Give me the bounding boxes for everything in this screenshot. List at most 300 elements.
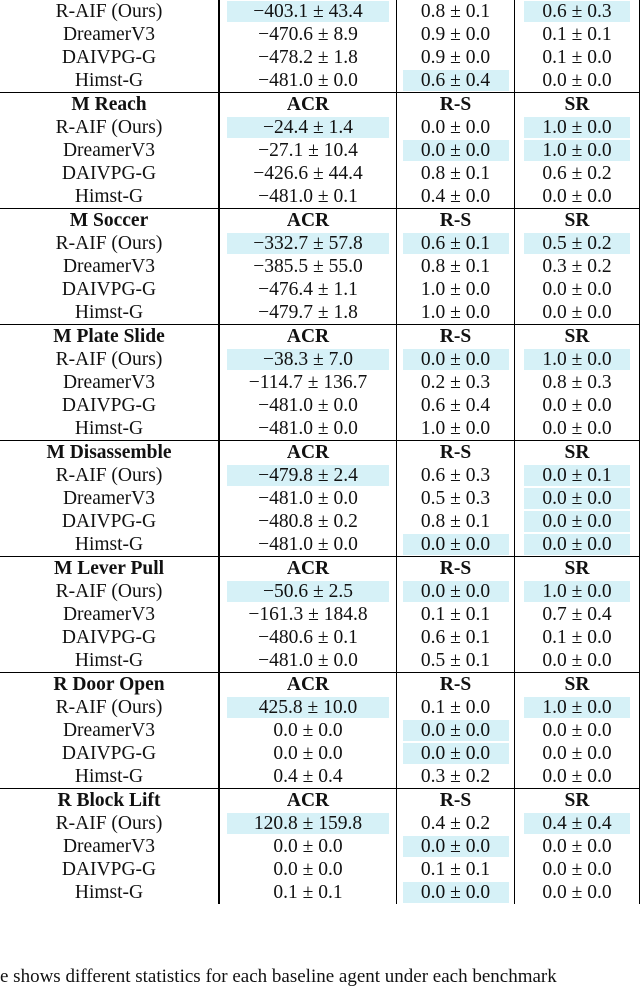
sr-cell: 1.0 ± 0.0 <box>524 581 630 603</box>
acr-cell-container <box>219 765 397 788</box>
environment-header-row <box>0 672 640 696</box>
table-row <box>0 626 640 649</box>
rs-cell-container <box>397 371 515 394</box>
agent-name-container <box>0 510 219 533</box>
acr-cell-container <box>219 0 397 23</box>
agent-name-container <box>0 162 219 185</box>
sr-cell-container <box>515 185 640 208</box>
agent-name-container <box>0 46 219 69</box>
agent-name: DreamerV3 <box>62 835 156 857</box>
environment-name-container <box>0 324 219 348</box>
sr-cell-container <box>515 533 640 556</box>
sr-cell: 0.0 ± 0.0 <box>542 835 612 857</box>
sr-column-header-container <box>515 440 640 464</box>
rs-cell-container <box>397 626 515 649</box>
agent-name-container <box>0 232 219 255</box>
rs-cell-container <box>397 278 515 301</box>
sr-cell: 1.0 ± 0.0 <box>524 349 630 371</box>
rs-column-header: R-S <box>439 209 472 231</box>
sr-cell: 0.0 ± 0.0 <box>542 301 612 323</box>
sr-cell: 0.1 ± 0.1 <box>542 23 612 45</box>
rs-cell: 0.0 ± 0.0 <box>403 581 509 603</box>
agent-name: R-AIF (Ours) <box>55 0 163 22</box>
rs-cell-container <box>397 46 515 69</box>
sr-column-header-container <box>515 556 640 580</box>
rs-cell-container <box>397 162 515 185</box>
environment-name: M Soccer <box>69 209 149 231</box>
sr-cell: 0.8 ± 0.3 <box>542 371 612 393</box>
sr-column-header: SR <box>564 93 590 115</box>
rs-cell: 0.6 ± 0.4 <box>420 394 491 416</box>
sr-column-header-container <box>515 92 640 116</box>
table-row <box>0 69 640 92</box>
agent-name-container <box>0 417 219 440</box>
acr-column-header: ACR <box>286 209 330 231</box>
sr-column-header-container <box>515 672 640 696</box>
environment-name-container <box>0 208 219 232</box>
agent-name: DAIVPG-G <box>61 510 157 532</box>
table-row <box>0 394 640 417</box>
rs-cell-container <box>397 69 515 92</box>
acr-cell: −481.0 ± 0.0 <box>258 649 358 671</box>
acr-cell: 0.0 ± 0.0 <box>273 719 343 741</box>
table-row <box>0 533 640 556</box>
agent-name: DAIVPG-G <box>61 394 157 416</box>
rs-cell-container <box>397 696 515 719</box>
rs-cell: 0.0 ± 0.0 <box>420 116 491 138</box>
acr-cell-container <box>219 835 397 858</box>
agent-name: DreamerV3 <box>62 139 156 161</box>
sr-column-header-container <box>515 208 640 232</box>
agent-name: DreamerV3 <box>62 603 156 625</box>
sr-cell-container <box>515 301 640 324</box>
table-row <box>0 649 640 672</box>
table-row <box>0 881 640 904</box>
rs-column-header: R-S <box>439 557 472 579</box>
sr-cell-container <box>515 881 640 904</box>
agent-name-container <box>0 742 219 765</box>
agent-name: DreamerV3 <box>62 719 156 741</box>
acr-cell: 0.0 ± 0.0 <box>273 742 343 764</box>
acr-cell: −481.0 ± 0.0 <box>258 69 358 91</box>
rs-cell-container <box>397 185 515 208</box>
environment-name-container <box>0 672 219 696</box>
acr-column-header: ACR <box>286 441 330 463</box>
rs-cell: 0.6 ± 0.1 <box>420 626 491 648</box>
agent-name-container <box>0 649 219 672</box>
sr-column-header: SR <box>564 209 590 231</box>
agent-name-container <box>0 185 219 208</box>
sr-cell: 0.0 ± 0.0 <box>542 417 612 439</box>
acr-cell-container <box>219 510 397 533</box>
rs-cell: 0.0 ± 0.0 <box>403 743 509 765</box>
agent-name: Himst-G <box>74 69 144 91</box>
agent-name: Himst-G <box>74 881 144 903</box>
acr-cell-container <box>219 69 397 92</box>
acr-cell: −332.7 ± 57.8 <box>227 233 389 255</box>
rs-cell: 0.0 ± 0.0 <box>403 534 509 556</box>
sr-cell-container <box>515 278 640 301</box>
agent-name-container <box>0 371 219 394</box>
agent-name-container <box>0 23 219 46</box>
sr-cell: 0.0 ± 0.0 <box>542 742 612 764</box>
environment-name: M Plate Slide <box>53 325 165 347</box>
acr-cell-container <box>219 301 397 324</box>
sr-cell: 0.4 ± 0.4 <box>524 813 630 835</box>
agent-name: DAIVPG-G <box>61 278 157 300</box>
rs-column-header-container <box>397 440 515 464</box>
sr-cell-container <box>515 46 640 69</box>
rs-cell: 0.5 ± 0.1 <box>420 649 491 671</box>
acr-cell-container <box>219 649 397 672</box>
table-row <box>0 185 640 208</box>
rs-cell: 0.8 ± 0.1 <box>420 510 491 532</box>
agent-name: Himst-G <box>74 533 144 555</box>
acr-cell-container <box>219 255 397 278</box>
acr-cell-container <box>219 464 397 487</box>
table-row <box>0 46 640 69</box>
rs-cell-container <box>397 603 515 626</box>
agent-name: R-AIF (Ours) <box>55 812 163 834</box>
rs-cell: 0.9 ± 0.0 <box>420 46 491 68</box>
sr-cell-container <box>515 69 640 92</box>
acr-column-header-container <box>219 556 397 580</box>
table-row <box>0 278 640 301</box>
acr-cell: −476.4 ± 1.1 <box>258 278 358 300</box>
agent-name-container <box>0 696 219 719</box>
rs-cell-container <box>397 139 515 162</box>
agent-name-container <box>0 301 219 324</box>
rs-cell: 0.1 ± 0.1 <box>420 858 491 880</box>
sr-cell: 0.0 ± 0.0 <box>542 185 612 207</box>
sr-cell-container <box>515 255 640 278</box>
rs-cell: 0.3 ± 0.2 <box>420 765 491 787</box>
acr-cell-container <box>219 232 397 255</box>
table-row <box>0 858 640 881</box>
environment-name-container <box>0 92 219 116</box>
acr-column-header: ACR <box>286 93 330 115</box>
agent-name-container <box>0 0 219 23</box>
table-row <box>0 348 640 371</box>
sr-column-header-container <box>515 788 640 812</box>
rs-cell-container <box>397 858 515 881</box>
acr-cell: −403.1 ± 43.4 <box>227 1 389 23</box>
sr-cell-container <box>515 232 640 255</box>
table-row <box>0 510 640 533</box>
table-row <box>0 812 640 835</box>
acr-column-header: ACR <box>286 325 330 347</box>
acr-cell: −479.7 ± 1.8 <box>258 301 358 323</box>
rs-cell: 1.0 ± 0.0 <box>420 417 491 439</box>
agent-name: Himst-G <box>74 185 144 207</box>
acr-cell: −478.2 ± 1.8 <box>258 46 358 68</box>
agent-name: DreamerV3 <box>62 23 156 45</box>
agent-name-container <box>0 69 219 92</box>
agent-name: R-AIF (Ours) <box>55 348 163 370</box>
agent-name-container <box>0 464 219 487</box>
sr-cell: 1.0 ± 0.0 <box>524 117 630 139</box>
rs-cell-container <box>397 533 515 556</box>
sr-cell: 0.5 ± 0.2 <box>524 233 630 255</box>
sr-cell-container <box>515 417 640 440</box>
sr-cell-container <box>515 835 640 858</box>
acr-cell-container <box>219 487 397 510</box>
sr-cell: 0.0 ± 0.1 <box>524 465 630 487</box>
sr-cell: 0.0 ± 0.0 <box>542 649 612 671</box>
environment-name-container <box>0 556 219 580</box>
rs-column-header-container <box>397 208 515 232</box>
table-row <box>0 696 640 719</box>
table-row <box>0 0 640 23</box>
sr-cell-container <box>515 162 640 185</box>
acr-cell-container <box>219 580 397 603</box>
rs-column-header: R-S <box>439 789 472 811</box>
rs-cell-container <box>397 116 515 139</box>
rs-column-header: R-S <box>439 441 472 463</box>
sr-cell: 0.0 ± 0.0 <box>542 858 612 880</box>
rs-cell: 0.1 ± 0.0 <box>420 696 491 718</box>
rs-column-header-container <box>397 788 515 812</box>
sr-cell: 0.0 ± 0.0 <box>542 881 612 903</box>
acr-cell-container <box>219 742 397 765</box>
table-row <box>0 765 640 788</box>
agent-name-container <box>0 858 219 881</box>
environment-header-row <box>0 440 640 464</box>
agent-name: DAIVPG-G <box>61 858 157 880</box>
table-row <box>0 371 640 394</box>
rs-cell-container <box>397 23 515 46</box>
sr-cell-container <box>515 394 640 417</box>
agent-name: R-AIF (Ours) <box>55 696 163 718</box>
sr-cell-container <box>515 510 640 533</box>
sr-cell: 0.0 ± 0.0 <box>524 511 630 533</box>
rs-cell-container <box>397 580 515 603</box>
agent-name-container <box>0 255 219 278</box>
acr-cell-container <box>219 719 397 742</box>
environment-header-row <box>0 92 640 116</box>
agent-name: R-AIF (Ours) <box>55 232 163 254</box>
rs-cell: 0.8 ± 0.1 <box>420 255 491 277</box>
rs-column-header-container <box>397 324 515 348</box>
acr-cell: −24.4 ± 1.4 <box>227 117 389 139</box>
sr-cell: 0.0 ± 0.0 <box>542 394 612 416</box>
acr-cell-container <box>219 116 397 139</box>
acr-cell-container <box>219 348 397 371</box>
sr-cell-container <box>515 812 640 835</box>
acr-cell: −385.5 ± 55.0 <box>253 255 363 277</box>
environment-name-container <box>0 440 219 464</box>
acr-cell: −470.6 ± 8.9 <box>258 23 358 45</box>
sr-cell-container <box>515 0 640 23</box>
agent-name-container <box>0 881 219 904</box>
agent-name-container <box>0 533 219 556</box>
acr-cell-container <box>219 394 397 417</box>
acr-cell: 120.8 ± 159.8 <box>227 813 389 835</box>
sr-column-header: SR <box>564 325 590 347</box>
rs-cell-container <box>397 348 515 371</box>
rs-cell: 0.8 ± 0.1 <box>420 0 491 22</box>
acr-cell: −479.8 ± 2.4 <box>227 465 389 487</box>
agent-name: R-AIF (Ours) <box>55 580 163 602</box>
rs-cell-container <box>397 487 515 510</box>
table-row <box>0 719 640 742</box>
table-row <box>0 603 640 626</box>
acr-column-header-container <box>219 324 397 348</box>
agent-name-container <box>0 603 219 626</box>
sr-cell-container <box>515 580 640 603</box>
rs-cell-container <box>397 835 515 858</box>
acr-cell-container <box>219 139 397 162</box>
rs-cell-container <box>397 0 515 23</box>
rs-cell-container <box>397 301 515 324</box>
sr-cell-container <box>515 858 640 881</box>
table-row <box>0 116 640 139</box>
rs-column-header: R-S <box>439 673 472 695</box>
acr-cell: −481.0 ± 0.0 <box>258 533 358 555</box>
agent-name-container <box>0 719 219 742</box>
acr-cell: −50.6 ± 2.5 <box>227 581 389 603</box>
acr-cell: −38.3 ± 7.0 <box>227 349 389 371</box>
agent-name-container <box>0 812 219 835</box>
rs-cell: 0.2 ± 0.3 <box>420 371 491 393</box>
acr-cell-container <box>219 23 397 46</box>
environment-name-container <box>0 788 219 812</box>
rs-cell: 0.0 ± 0.0 <box>403 836 509 858</box>
acr-column-header: ACR <box>286 557 330 579</box>
sr-cell: 0.0 ± 0.0 <box>524 488 630 510</box>
rs-cell: 0.0 ± 0.0 <box>403 349 509 371</box>
agent-name: R-AIF (Ours) <box>55 116 163 138</box>
environment-name: R Door Open <box>53 673 165 695</box>
rs-cell: 0.4 ± 0.2 <box>420 812 491 834</box>
acr-cell: 0.4 ± 0.4 <box>273 765 343 787</box>
rs-cell: 0.0 ± 0.0 <box>403 140 509 162</box>
rs-cell-container <box>397 742 515 765</box>
agent-name: R-AIF (Ours) <box>55 464 163 486</box>
environment-name: M Disassemble <box>46 441 172 463</box>
acr-cell-container <box>219 603 397 626</box>
acr-cell: 0.0 ± 0.0 <box>273 858 343 880</box>
agent-name: DreamerV3 <box>62 371 156 393</box>
sr-column-header: SR <box>564 789 590 811</box>
sr-cell: 0.0 ± 0.0 <box>524 534 630 556</box>
acr-cell-container <box>219 626 397 649</box>
sr-cell: 0.6 ± 0.2 <box>542 162 612 184</box>
rs-cell: 0.1 ± 0.1 <box>420 603 491 625</box>
environment-header-row <box>0 788 640 812</box>
acr-cell: −481.0 ± 0.0 <box>258 417 358 439</box>
agent-name: DreamerV3 <box>62 255 156 277</box>
rs-cell: 0.6 ± 0.3 <box>420 464 491 486</box>
agent-name: Himst-G <box>74 417 144 439</box>
rs-cell: 0.0 ± 0.0 <box>403 882 509 904</box>
acr-column-header-container <box>219 92 397 116</box>
rs-cell: 0.6 ± 0.4 <box>403 70 509 92</box>
agent-name-container <box>0 116 219 139</box>
table-row <box>0 23 640 46</box>
rs-cell: 0.8 ± 0.1 <box>420 162 491 184</box>
acr-column-header-container <box>219 440 397 464</box>
agent-name-container <box>0 626 219 649</box>
sr-column-header-container <box>515 324 640 348</box>
rs-cell-container <box>397 881 515 904</box>
acr-cell-container <box>219 812 397 835</box>
table-row <box>0 742 640 765</box>
acr-cell: −480.8 ± 0.2 <box>258 510 358 532</box>
rs-column-header: R-S <box>439 325 472 347</box>
acr-cell-container <box>219 417 397 440</box>
sr-cell: 0.0 ± 0.0 <box>542 719 612 741</box>
sr-cell-container <box>515 139 640 162</box>
sr-cell: 1.0 ± 0.0 <box>524 140 630 162</box>
sr-cell: 0.1 ± 0.0 <box>542 626 612 648</box>
agent-name: Himst-G <box>74 301 144 323</box>
rs-cell: 0.5 ± 0.3 <box>420 487 491 509</box>
rs-cell-container <box>397 464 515 487</box>
rs-cell-container <box>397 812 515 835</box>
sr-cell-container <box>515 626 640 649</box>
sr-cell-container <box>515 603 640 626</box>
acr-cell: −114.7 ± 136.7 <box>248 371 368 393</box>
rs-cell: 0.9 ± 0.0 <box>420 23 491 45</box>
sr-cell: 0.0 ± 0.0 <box>542 278 612 300</box>
table-row <box>0 232 640 255</box>
agent-name: DAIVPG-G <box>61 46 157 68</box>
table-row <box>0 417 640 440</box>
acr-cell: −161.3 ± 184.8 <box>248 603 368 625</box>
agent-name-container <box>0 835 219 858</box>
acr-cell: −481.0 ± 0.0 <box>258 487 358 509</box>
agent-name-container <box>0 580 219 603</box>
rs-cell-container <box>397 417 515 440</box>
sr-cell-container <box>515 116 640 139</box>
table-row <box>0 139 640 162</box>
rs-cell-container <box>397 255 515 278</box>
rs-column-header-container <box>397 672 515 696</box>
acr-cell: −426.6 ± 44.4 <box>253 162 363 184</box>
sr-cell: 1.0 ± 0.0 <box>524 697 630 719</box>
environment-name: R Block Lift <box>57 789 161 811</box>
sr-cell-container <box>515 464 640 487</box>
agent-name-container <box>0 487 219 510</box>
acr-cell: −481.0 ± 0.0 <box>258 394 358 416</box>
acr-cell: 0.1 ± 0.1 <box>273 881 343 903</box>
sr-cell-container <box>515 487 640 510</box>
table-row <box>0 301 640 324</box>
rs-column-header: R-S <box>439 93 472 115</box>
environment-name: M Reach <box>71 93 147 115</box>
acr-cell: 0.0 ± 0.0 <box>273 835 343 857</box>
acr-cell-container <box>219 858 397 881</box>
acr-column-header-container <box>219 208 397 232</box>
acr-cell-container <box>219 162 397 185</box>
rs-cell: 1.0 ± 0.0 <box>420 278 491 300</box>
rs-cell-container <box>397 510 515 533</box>
environment-header-row <box>0 556 640 580</box>
environment-header-row <box>0 208 640 232</box>
sr-cell: 0.0 ± 0.0 <box>542 765 612 787</box>
sr-cell-container <box>515 371 640 394</box>
acr-column-header-container <box>219 788 397 812</box>
agent-name: DreamerV3 <box>62 487 156 509</box>
rs-cell-container <box>397 719 515 742</box>
sr-cell: 0.1 ± 0.0 <box>542 46 612 68</box>
agent-name: DAIVPG-G <box>61 742 157 764</box>
agent-name-container <box>0 394 219 417</box>
rs-cell-container <box>397 232 515 255</box>
acr-cell: −27.1 ± 10.4 <box>258 139 358 161</box>
table-row <box>0 162 640 185</box>
